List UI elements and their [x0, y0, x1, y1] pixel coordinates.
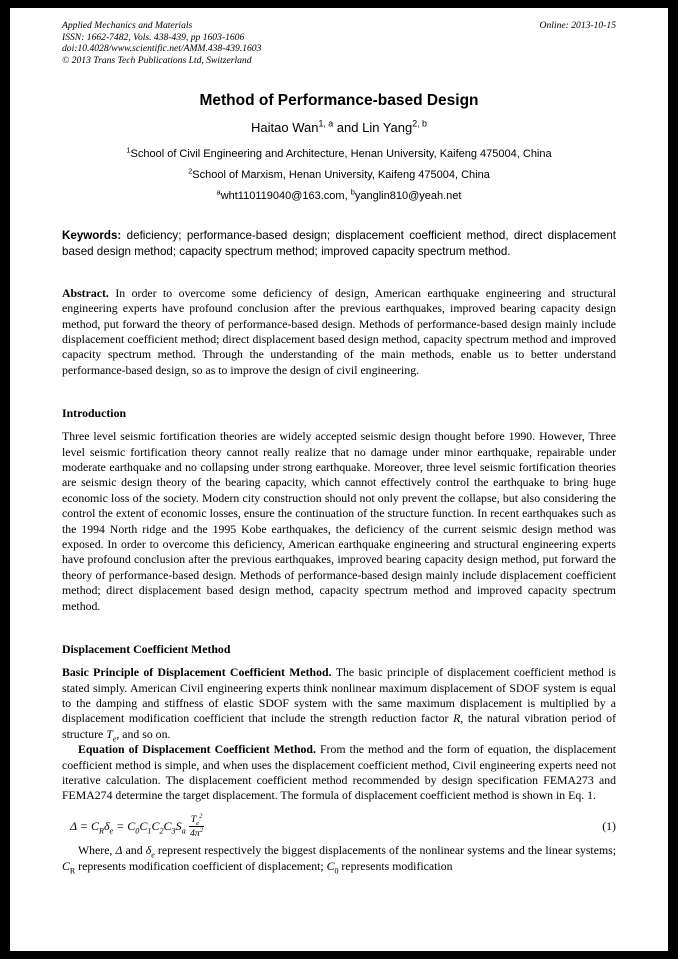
paragraph-equation-method: Equation of Displacement Coefficient Method. From the method and the form of equation, the displacement coefficient method is simple, and when uses the displacement coefficient method, Civil engineering experts need not iterative calculation. The displacement coefficient method recommended by design specification FEMA273 and FEMA274 determine the target displacement. The formula of displacement coefficient method is shown in Eq. 1. [62, 742, 616, 803]
doi-line: doi:10.4028/www.scientific.net/AMM.438-439.1603 [62, 43, 262, 55]
paragraph-where: Where, Δ and $\delta_e$ represent respectively the biggest displacements of the nonlinear systems and the linear systems; $C_R$ represents modification coefficient of displacement; $C_0$ represents modification [62, 843, 616, 876]
equation [70, 814, 204, 840]
equation-number: (1) [602, 819, 616, 834]
equation-fraction-numerator: $T_e^2$ [190, 812, 203, 827]
affiliation-2: $^2$School of Marxism, Henan University, Kaifeng 475004, China [188, 166, 490, 182]
emails-line: $^a$wht110119040@163.com, $^b$yanglin810@yeah.net [216, 187, 462, 203]
copyright-line: © 2013 Trans Tech Publications Ltd, Switzerland [62, 54, 252, 66]
paragraph-basic-principle: Basic Principle of Displacement Coefficient Method. The basic principle of displacement coefficient method is stated simply. American Civil engineering experts think nonlinear maximum displacement of SDOF system is equal to the damping and stiffness of elastic SDOF system with the same maximum displacement is multiplied by a displacement modification coefficient that include the strength reduction factor R, the natural vibration period of structure $T_e$, and so on. [62, 665, 616, 744]
abstract-paragraph: Abstract. In order to overcome some deficiency of design, American earthquake engineering and structural engineering experts have profound conclusion after the previous earthquakes, improved bearing capacity design method, put forward the theory of performance-based design. Methods of performance-based design mainly include displacement coefficient method; direct displacement based design method, capacity spectrum method and improved capacity spectrum method. Through the understanding of the main methods, enable us to better understand performance-based design, so as to improve the design of civil engineering. [62, 285, 616, 377]
affiliation-1: $^1$School of Civil Engineering and Architecture, Henan University, Kaifeng 475004, China [126, 145, 552, 161]
journal-header [62, 20, 616, 66]
online-date: Online: 2013-10-15 [539, 20, 616, 31]
section-heading-introduction: Introduction [62, 406, 127, 421]
paper-title: Method of Performance-based Design [199, 92, 479, 110]
equation-row [70, 814, 616, 840]
equation-expression: $\Delta = C_R\delta_e = C_0C_1C_2C_3S_a$ [70, 819, 186, 836]
keywords-paragraph: Keywords: deficiency; performance-based design; displacement coefficient method, direct displacement based design method; capacity spectrum method; improved capacity spectrum method. [62, 229, 616, 258]
issn-line: ISSN: 1662-7482, Vols. 438-439, pp 1603-1606 [62, 31, 245, 43]
equation-fraction [189, 814, 205, 840]
introduction-paragraph: Three level seismic fortification theories are widely accepted seismic design thought before 1990. However, Three level seismic fortification theory cannot really realize that no damage under minor earthquake, repairable under moderate earthquake and no collapsing under strong earthquake. Moreover, three level seismic fortification theories are seismic design theory of the bearing capacity, which cannot effectively control the earthquake to bring huge economic loss of the society. Modern city construction should not only prevent the collapse, but also considering the control the extent of economic losses, ensure the continuation of the structure function. In recent earthquakes such as the 1994 North ridge and the 1995 Kobe earthquakes, the deficiency of the current seismic design method was exposed. In order to overcome this deficiency, American earthquake engineering and structural engineering experts have profound conclusion after the previous earthquakes, improved bearing capacity design method, put forward the theory of performance-based design. Methods of performance-based design mainly include displacement coefficient method; direct displacement based design method, capacity spectrum method and improved capacity spectrum method. [62, 429, 616, 613]
authors-line: Haitao Wan$^{1, a}$ and Lin Yang$^{2, b}$ [251, 119, 427, 136]
journal-name: Applied Mechanics and Materials [62, 20, 193, 31]
paper-page [10, 8, 668, 951]
section-heading-displacement-coefficient-method: Displacement Coefficient Method [62, 642, 231, 657]
equation-fraction-denominator: $4\pi^2$ [190, 826, 204, 840]
